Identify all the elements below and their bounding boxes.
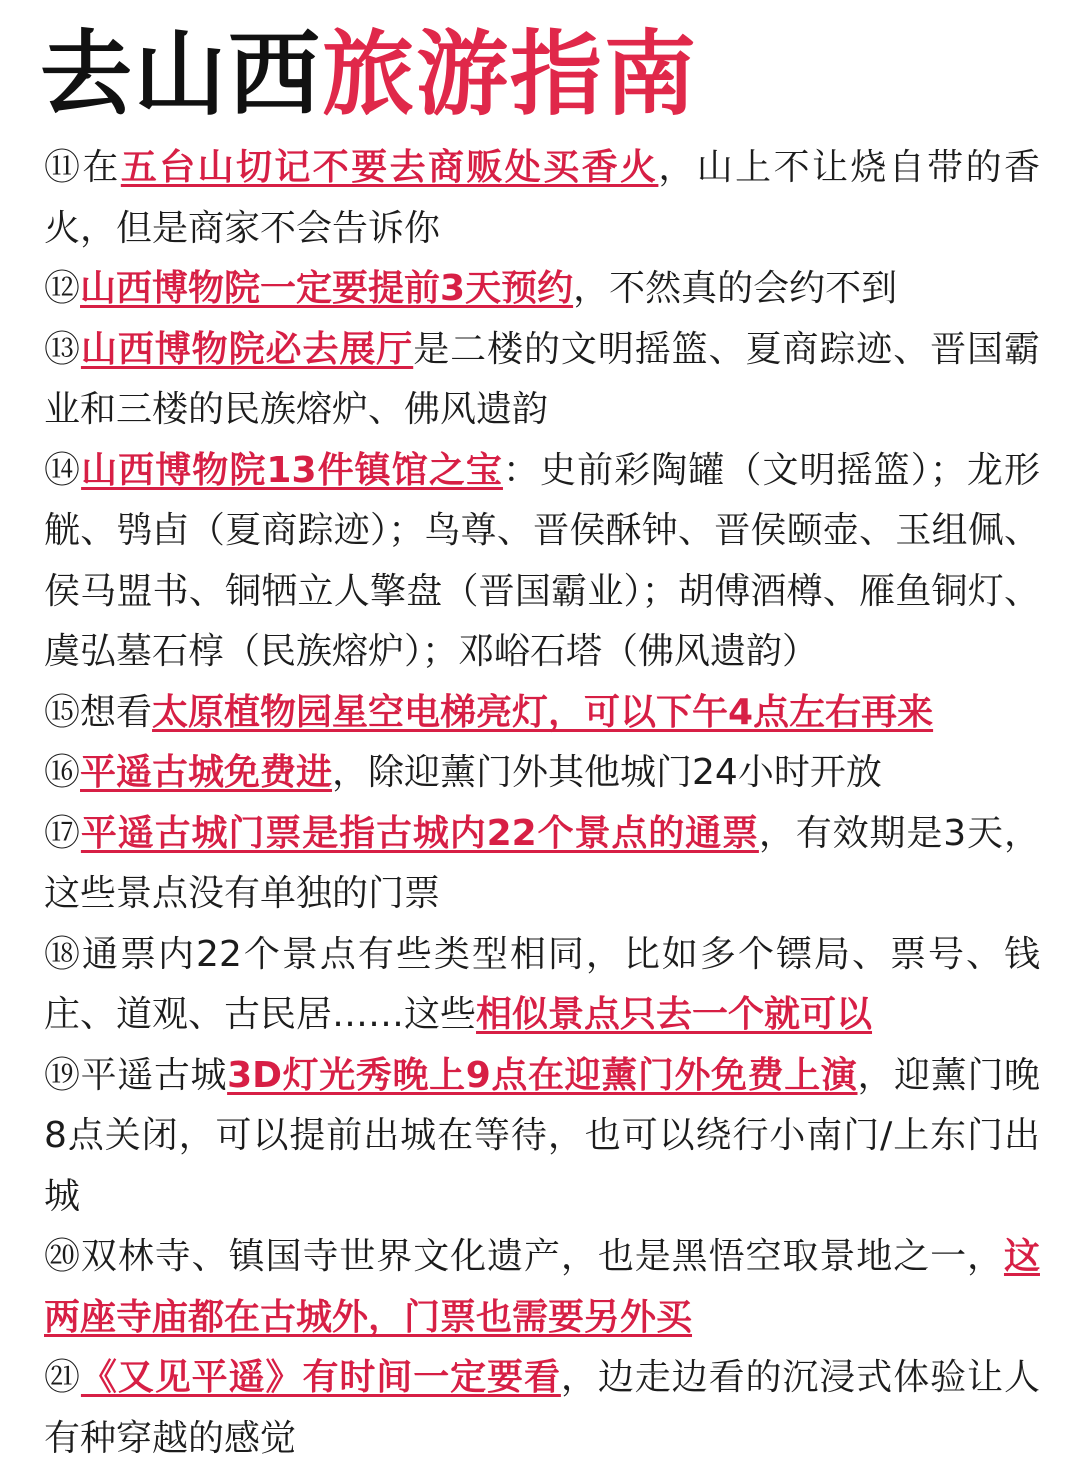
highlight-text: 这两座寺庙都在古城外，门票也需要另外买: [44, 1236, 1040, 1338]
highlight-text: 平遥古城门票是指古城内22个景点的通票: [80, 812, 759, 854]
tip-text: 双林寺、镇国寺世界文化遗产，也是黑悟空取景地之一，: [80, 1236, 1004, 1277]
tip-item: [44, 1348, 1040, 1469]
tip-number: ⑲: [44, 1054, 81, 1096]
page-title: [40, 22, 698, 128]
tip-text: ，不然真的会约不到: [573, 268, 898, 309]
highlight-text: 五台山切记不要去商贩处买香火: [120, 147, 659, 188]
highlight-text: 相似景点只去一个就可以: [476, 994, 873, 1035]
tip-number: ⑰: [44, 812, 81, 854]
highlight-text: 3D灯光秀晚上9点在迎薰门外免费上演: [227, 1054, 858, 1096]
tip-text: ，除迎薰门外其他城门24小时开放: [332, 752, 882, 793]
tip-number: ㉑: [44, 1357, 81, 1398]
tip-item: [44, 1227, 1040, 1348]
tip-text: ，迎薰门晚8点关闭，可以提前出城在等待，也可以绕行小南门/上东门出城: [44, 1054, 1040, 1217]
tip-number: ⑯: [44, 752, 81, 793]
tip-number: ⑳: [44, 1236, 81, 1277]
tip-item: [44, 441, 1040, 683]
tip-item: [44, 138, 1040, 259]
title-plain: 去山西: [40, 21, 323, 128]
tip-text: ，山上不让烧自带的香火，但是商家不会告诉你: [44, 147, 1040, 249]
tip-number: ⑬: [44, 328, 81, 370]
tip-item: [44, 1046, 1040, 1228]
tip-item: [44, 925, 1040, 1046]
highlight-text: 山西博物院必去展厅: [80, 328, 414, 370]
tip-item: [44, 320, 1040, 441]
tip-text: 想看: [80, 691, 153, 733]
tip-number: ⑭: [44, 449, 82, 491]
tip-item: [44, 804, 1040, 925]
tip-item: [44, 743, 1040, 804]
tip-text: 平遥古城: [80, 1054, 228, 1096]
highlight-text: 太原植物园星空电梯亮灯，可以下午4点左右再来: [152, 691, 934, 733]
tip-number: ⑮: [44, 691, 81, 733]
tip-text: ，边走边看的沉浸式体验让人有种穿越的感觉: [44, 1357, 1040, 1459]
tip-text: 通票内22个景点有些类型相同，比如多个镖局、票号、钱庄、道观、古民居……这些: [44, 933, 1040, 1035]
tip-text: 在: [82, 147, 121, 188]
tip-text: ，有效期是3天，这些景点没有单独的门票: [44, 812, 1040, 914]
tip-number: ⑪: [44, 147, 83, 188]
tip-item: [44, 259, 1040, 320]
tip-number: ⑫: [44, 268, 81, 309]
tip-text: ：史前彩陶罐（文明摇篮）；龙形觥、鸮卣（夏商踪迹）；鸟尊、晋侯酥钟、晋侯颐壶、玉组佩、侯马盟书、铜牺立人擎盘（晋国霸业）；胡傅酒樽、雁鱼铜灯、虞弘墓石椁（民族熔炉）；邓峪石塔（佛风遗韵）: [44, 449, 1040, 672]
tip-item: [44, 683, 1040, 744]
highlight-text: 《又见平遥》有时间一定要看: [80, 1357, 561, 1398]
highlight-text: 山西博物院13件镇馆之宝: [81, 449, 503, 491]
tips-list: [44, 138, 1040, 1469]
highlight-text: 山西博物院一定要提前3天预约: [80, 268, 574, 309]
tip-text: 是二楼的文明摇篮、夏商踪迹、晋国霸业和三楼的民族熔炉、佛风遗韵: [44, 328, 1040, 430]
highlight-text: 平遥古城免费进: [80, 752, 333, 793]
tip-number: ⑱: [44, 933, 83, 975]
title-accent: 旅游指南: [322, 21, 699, 128]
